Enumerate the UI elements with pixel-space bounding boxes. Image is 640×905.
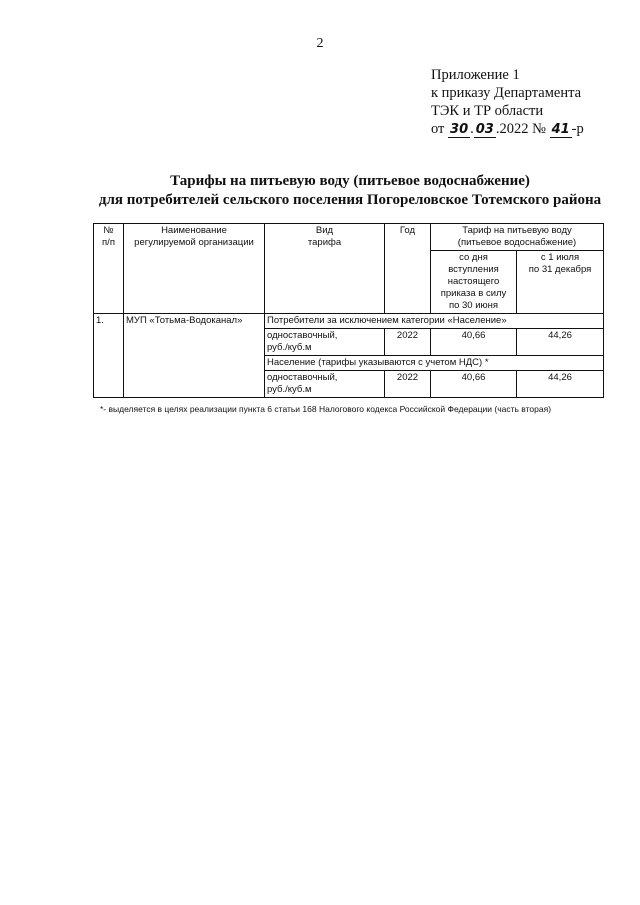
date-year: .2022 № — [495, 121, 546, 137]
group-label-1: Потребители за исключением категории «Население» — [265, 314, 604, 329]
tariff-year-2: 2022 — [385, 371, 431, 398]
page-number: 2 — [316, 36, 324, 51]
header-year: Год — [385, 224, 431, 314]
handwritten-month: 03 — [475, 122, 494, 137]
header-row — [94, 224, 604, 251]
tariff-value-1-period-2: 44,26 — [517, 329, 604, 356]
order-suffix: -р — [571, 121, 584, 137]
row-organization: МУП «Тотьма-Водоканал» — [124, 314, 265, 398]
header-tariff: Тариф на питьевую воду (питьевое водоснабжение) — [431, 224, 604, 251]
header-organization: Наименование регулируемой организации — [124, 224, 265, 314]
date-prefix: от — [431, 121, 445, 137]
header-number: № п/п — [94, 224, 124, 314]
appendix-order-ref: к приказу Департамента — [431, 85, 582, 101]
footnote: *- выделяется в целях реализации пункта 6 статьи 168 Налогового кодекса Российской Федерации (часть вторая) — [100, 404, 552, 414]
tariff-value-1-period-1: 40,66 — [431, 329, 517, 356]
tariff-type-1: одноставочный, руб./куб.м — [265, 329, 385, 356]
header-period-2: с 1 июля по 31 декабря — [517, 251, 604, 314]
title-line-1: Тарифы на питьевую воду (питьевое водоснабжение) — [170, 173, 530, 189]
appendix-date-line — [431, 120, 584, 138]
tariff-year-1: 2022 — [385, 329, 431, 356]
header-period-1: со дня вступления настоящего приказа в силу по 30 июня — [431, 251, 517, 314]
appendix-department: ТЭК и ТР области — [431, 103, 544, 119]
document-title — [60, 172, 640, 210]
group-label-2: Население (тарифы указываются с учетом НДС) * — [265, 356, 604, 371]
title-line-2: для потребителей сельского поселения Погореловское Тотемского района — [98, 192, 602, 208]
tariff-type-2: одноставочный, руб./куб.м — [265, 371, 385, 398]
date-dot: . — [470, 121, 474, 137]
appendix-title: Приложение 1 — [431, 67, 520, 83]
tariff-value-2-period-1: 40,66 — [431, 371, 517, 398]
handwritten-order-number: 41 — [551, 122, 570, 137]
handwritten-day: 30 — [450, 122, 469, 137]
header-tariff-type: Вид тарифа — [265, 224, 385, 314]
row-number: 1. — [94, 314, 124, 398]
tariffs-table — [93, 223, 604, 398]
tariff-value-2-period-2: 44,26 — [517, 371, 604, 398]
appendix-block — [431, 66, 584, 138]
table-row — [94, 314, 604, 329]
